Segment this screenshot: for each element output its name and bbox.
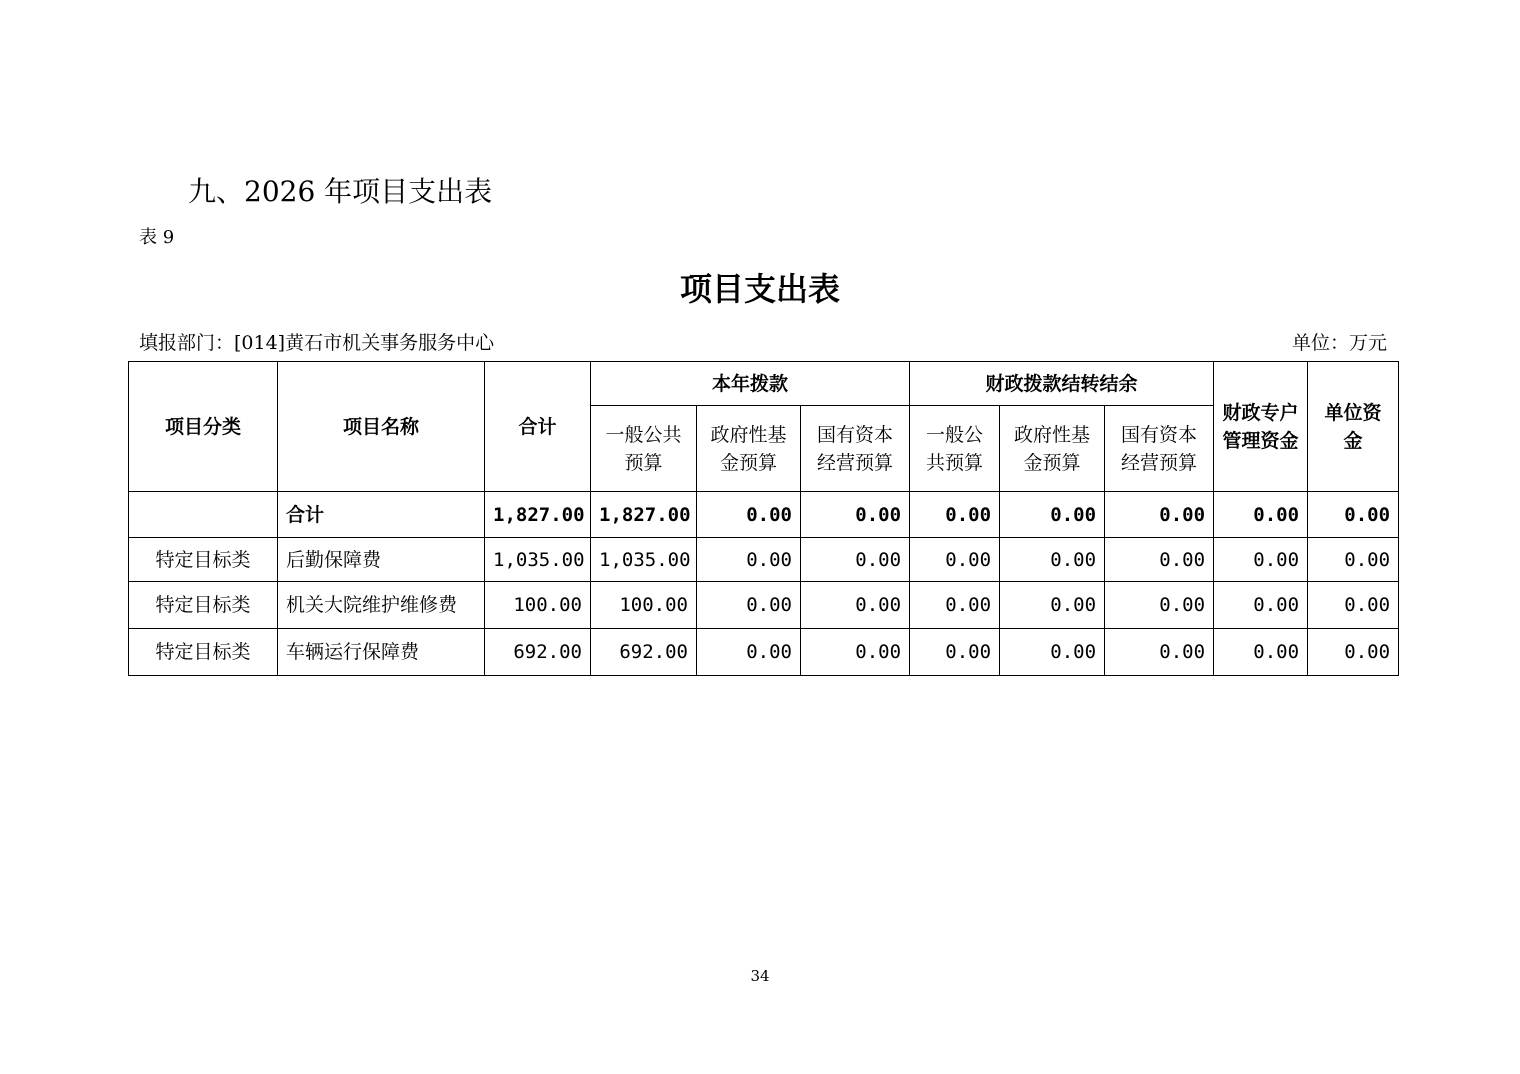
table-cell-value: 692.00 [485, 629, 591, 676]
table-row [129, 629, 1399, 676]
header-name: 项目名称 [278, 362, 485, 492]
table-cell-value: 0.00 [910, 629, 1000, 676]
table-title: 项目支出表 [679, 270, 840, 308]
table-cell-value: 0.00 [1308, 629, 1399, 676]
header-group-carryover: 财政拨款结转结余 [910, 362, 1214, 406]
table-row [129, 538, 1399, 582]
header-category: 项目分类 [129, 362, 278, 492]
table-cell-name: 合计 [278, 492, 485, 538]
header-cur-general: 一般公共预算 [591, 406, 697, 492]
header-group-current: 本年拨款 [591, 362, 910, 406]
header-row-1 [129, 362, 1399, 406]
table-cell-value: 0.00 [1105, 492, 1214, 538]
table-cell-value: 0.00 [1105, 582, 1214, 629]
table-cell-value: 100.00 [591, 582, 697, 629]
header-cur-fund: 政府性基金预算 [697, 406, 801, 492]
table-cell-value: 0.00 [1214, 538, 1308, 582]
table-cell-value: 0.00 [697, 582, 801, 629]
table-cell-value: 1,035.00 [485, 538, 591, 582]
table-cell-name: 机关大院维护维修费 [278, 582, 485, 629]
unit-label: 单位：万元 [1291, 332, 1387, 354]
header-unit-funds: 单位资金 [1308, 362, 1399, 492]
table-cell-value: 692.00 [591, 629, 697, 676]
table-cell-value: 0.00 [1214, 492, 1308, 538]
header-cur-state: 国有资本经营预算 [801, 406, 910, 492]
table-cell-category [129, 492, 278, 538]
table-cell-value: 1,035.00 [591, 538, 697, 582]
table-cell-value: 0.00 [697, 629, 801, 676]
table-row-total [129, 492, 1399, 538]
table-cell-value: 0.00 [1105, 629, 1214, 676]
table-cell-category: 特定目标类 [129, 629, 278, 676]
table-cell-value: 0.00 [1308, 582, 1399, 629]
table-cell-value: 1,827.00 [485, 492, 591, 538]
header-special-account: 财政专户管理资金 [1214, 362, 1308, 492]
section-heading: 九、2026 年项目支出表 [188, 175, 493, 208]
table-cell-value: 0.00 [1214, 629, 1308, 676]
header-total: 合计 [485, 362, 591, 492]
table-cell-value: 0.00 [1308, 538, 1399, 582]
table-cell-value: 0.00 [697, 492, 801, 538]
table-cell-value: 0.00 [801, 629, 910, 676]
header-co-general: 一般公共预算 [910, 406, 1000, 492]
table-cell-name: 车辆运行保障费 [278, 629, 485, 676]
table-cell-value: 0.00 [910, 582, 1000, 629]
table-cell-value: 0.00 [801, 582, 910, 629]
table-cell-value: 0.00 [1000, 582, 1105, 629]
header-co-state: 国有资本经营预算 [1105, 406, 1214, 492]
table-cell-value: 0.00 [697, 538, 801, 582]
table-cell-value: 0.00 [1308, 492, 1399, 538]
page-number: 34 [750, 967, 770, 985]
table-cell-category: 特定目标类 [129, 582, 278, 629]
header-co-fund: 政府性基金预算 [1000, 406, 1105, 492]
table-cell-value: 0.00 [1105, 538, 1214, 582]
table-label: 表 9 [139, 227, 175, 248]
department-label: 填报部门：[014]黄石市机关事务服务中心 [139, 332, 495, 354]
table-cell-value: 0.00 [801, 492, 910, 538]
table-cell-value: 0.00 [910, 492, 1000, 538]
table-cell-value: 0.00 [1000, 492, 1105, 538]
table-cell-name: 后勤保障费 [278, 538, 485, 582]
table-cell-value: 0.00 [1214, 582, 1308, 629]
table-cell-value: 0.00 [1000, 629, 1105, 676]
table-cell-value: 1,827.00 [591, 492, 697, 538]
table-cell-value: 100.00 [485, 582, 591, 629]
table-row [129, 582, 1399, 629]
project-expenditure-table [128, 361, 1399, 676]
table-cell-value: 0.00 [801, 538, 910, 582]
table-cell-value: 0.00 [1000, 538, 1105, 582]
table-cell-value: 0.00 [910, 538, 1000, 582]
table-cell-category: 特定目标类 [129, 538, 278, 582]
